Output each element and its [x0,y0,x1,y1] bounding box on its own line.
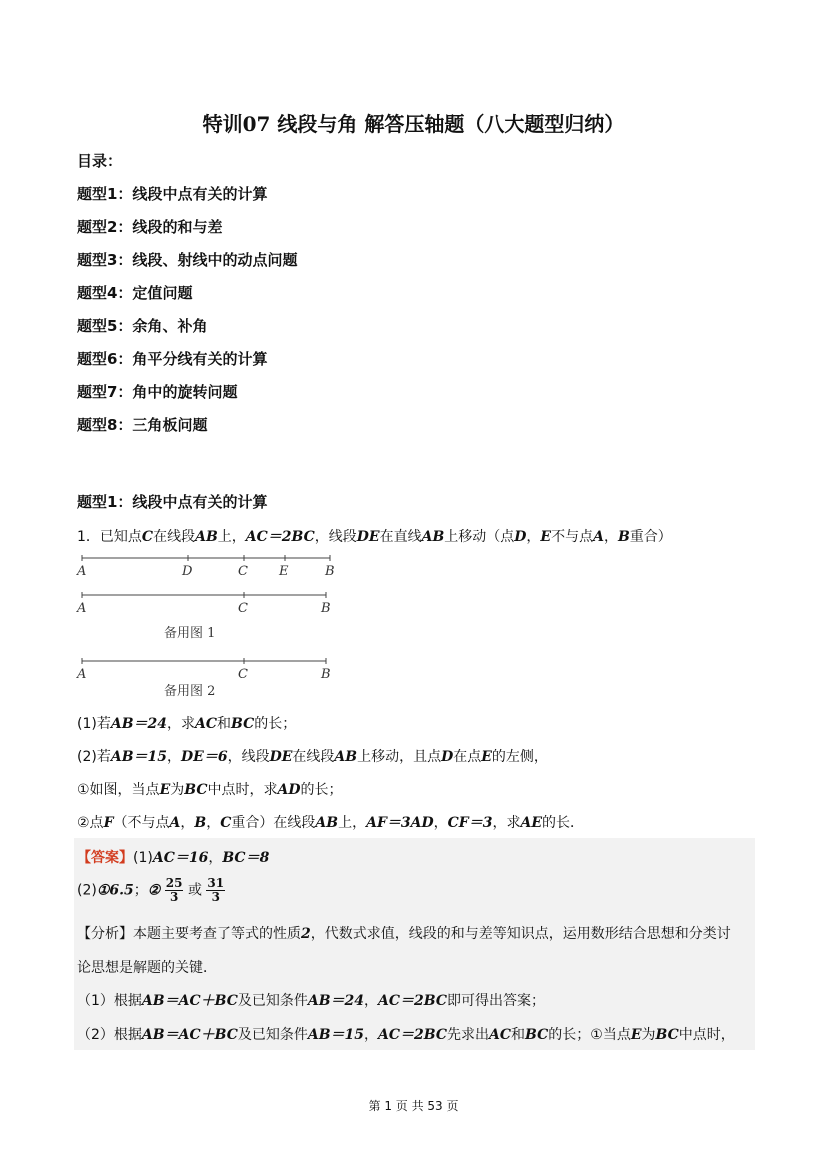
answer-line-2: (2)①6.5；② $\frac{25}{3}$ 或 $\frac{31}{3}$ [77,876,225,904]
spare2-caption: 备用图 2 [164,684,216,699]
toc-item-5[interactable]: 题型5：余角、补角 [77,317,208,335]
question-2b: ②点F（不与点A，B，C重合）在线段AB上，AF＝3AD，CF＝3，求AE的长． [77,815,585,831]
toc-item-8[interactable]: 题型8：三角板问题 [77,416,208,434]
toc-item-1[interactable]: 题型1：线段中点有关的计算 [77,185,268,203]
fraction-25-3: $\frac{25}{3}$ [165,876,183,904]
label-a: A [77,564,87,579]
spare-figure-2 [82,658,326,664]
answer-tag: 【答案】 [77,850,133,866]
answer-box [74,838,755,1050]
spare1-label-c: C [238,601,248,616]
label-d: D [182,564,193,579]
page-title: 特训07 线段与角 解答压轴题（八大题型归纳） [202,112,625,136]
label-e: E [279,564,289,579]
page-footer: 第 1 页 共 53 页 [368,1099,459,1113]
label-b: B [325,564,335,579]
spare1-label-b: B [321,601,331,616]
toc-item-6[interactable]: 题型6：角平分线有关的计算 [77,350,268,368]
spare2-label-c: C [238,667,248,682]
analysis-step-2: （2）根据AB＝AC＋BC及已知条件AB＝15，AC＝2BC先求出AC和BC的长；①当点E为BC中点时， [77,1027,735,1043]
toc-item-4[interactable]: 题型4：定值问题 [77,284,193,302]
section-heading: 题型1：线段中点有关的计算 [77,493,268,511]
problem-stem: 1．已知点C在线段AB上，AC＝2BC，线段DE在直线AB上移动（点D，E不与点A，B重合） [77,529,672,545]
answer-line-1: 【答案】(1)AC＝16，BC＝8 [77,850,270,866]
toc-heading: 目录： [77,152,123,170]
segment-figures [74,552,354,700]
toc-item-7[interactable]: 题型7：角中的旋转问题 [77,383,238,401]
question-1: (1)若AB＝24，求AC和BC的长； [77,716,297,732]
label-c: C [238,564,248,579]
spare1-caption: 备用图 1 [164,626,216,641]
question-2: (2)若AB＝15，DE＝6，线段DE在线段AB上移动，且点D在点E的左侧， [77,749,548,765]
spare1-label-a: A [77,601,87,616]
spare2-label-a: A [77,667,87,682]
spare-figure-1 [82,592,326,598]
toc-item-2[interactable]: 题型2：线段的和与差 [77,218,223,236]
analysis-step-1: （1）根据AB＝AC＋BC及已知条件AB＝24，AC＝2BC即可得出答案； [77,993,546,1009]
spare2-label-b: B [321,667,331,682]
toc-item-3[interactable]: 题型3：线段、射线中的动点问题 [77,251,298,269]
question-2a: ①如图，当点E为BC中点时，求AD的长； [77,782,343,798]
analysis-line-2: 论思想是解题的关键． [77,960,217,976]
analysis-tag: 【分析】 [77,926,133,942]
main-figure [82,555,330,561]
fraction-31-3: $\frac{31}{3}$ [207,876,225,904]
analysis-line-1: 【分析】本题主要考查了等式的性质2，代数式求值，线段的和与差等知识点，运用数形结合思想和分类讨 [77,926,731,942]
